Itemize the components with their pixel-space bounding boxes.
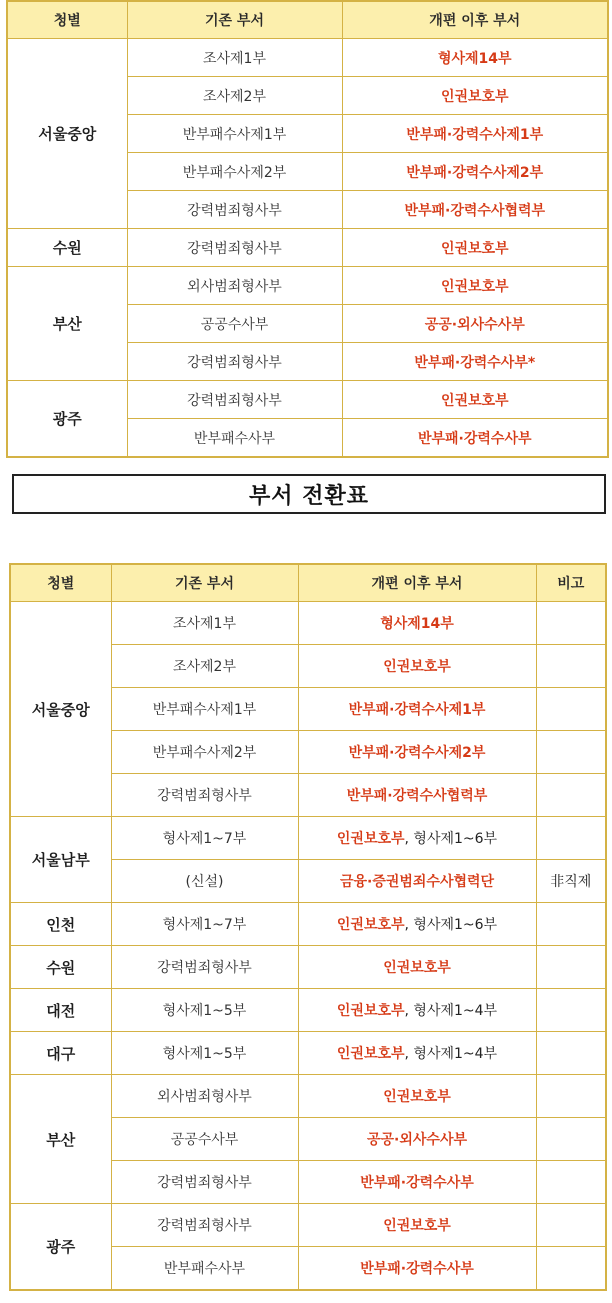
new-dept-cell [342,343,608,381]
table-header-row [7,1,608,39]
new-dept-cell [298,1118,536,1161]
table-caption: 부서 전환표 [12,474,606,514]
new-dept-cell [298,817,536,860]
original-dept-cell: 반부패수사제1부 [127,115,342,153]
new-dept-name: 반부패·강력수사부 [360,1175,474,1191]
original-dept-cell: 공공수사부 [111,1118,298,1161]
region-cell: 광주 [10,1204,111,1291]
original-dept-cell: 반부패수사제1부 [111,688,298,731]
note-cell [536,903,606,946]
new-dept-name: 인권보호부 [336,831,405,847]
new-dept-cell [342,419,608,458]
region-cell: 광주 [7,381,127,458]
new-dept-cell [342,153,608,191]
header-new-dept: 개편 이후 부서 [298,564,536,602]
original-dept-cell: 외사범죄형사부 [127,267,342,305]
note-cell [536,731,606,774]
new-dept-cell [342,191,608,229]
new-dept-name: 반부패·강력수사협력부 [404,202,546,219]
new-dept-cell [342,115,608,153]
new-dept-name: 인권보호부 [440,278,509,295]
region-cell: 대전 [10,989,111,1032]
new-dept-name: 인권보호부 [440,88,509,105]
new-dept-extra: , 형사제1~4부 [404,1003,498,1019]
new-dept-cell [298,774,536,817]
region-cell: 대구 [10,1032,111,1075]
region-cell: 서울중앙 [7,39,127,229]
note-cell [536,1118,606,1161]
new-dept-cell [298,688,536,731]
new-dept-name: 반부패·강력수사부* [414,354,536,371]
new-dept-name: 인권보호부 [440,240,509,257]
new-dept-name: 공공·외사수사부 [367,1132,467,1148]
original-dept-cell: 강력범죄형사부 [111,1161,298,1204]
note-cell [536,1204,606,1247]
new-dept-name: 금융·증권범죄수사협력단 [339,874,495,890]
table-row [10,1204,606,1247]
header-new-dept: 개편 이후 부서 [342,1,608,39]
original-dept-cell: 공공수사부 [127,305,342,343]
new-dept-name: 형사제14부 [437,50,512,67]
table-row [10,817,606,860]
note-cell [536,946,606,989]
original-dept-cell: 조사제2부 [111,645,298,688]
original-dept-cell: 반부패수사제2부 [111,731,298,774]
new-dept-cell [298,860,536,903]
original-dept-cell: 조사제1부 [127,39,342,77]
department-conversion-table-full [9,563,607,1291]
new-dept-name: 반부패·강력수사제2부 [406,164,544,181]
new-dept-cell [342,381,608,419]
note-cell: 非직제 [536,860,606,903]
new-dept-extra: , 형사제1~4부 [404,1046,498,1062]
table-row [7,267,608,305]
new-dept-cell [298,1161,536,1204]
original-dept-cell: 외사범죄형사부 [111,1075,298,1118]
region-cell: 수원 [10,946,111,989]
new-dept-cell [342,305,608,343]
new-dept-name: 인권보호부 [383,1218,451,1234]
region-cell: 인천 [10,903,111,946]
new-dept-cell [342,267,608,305]
new-dept-cell [298,946,536,989]
original-dept-cell: 강력범죄형사부 [127,381,342,419]
table-row [10,602,606,645]
table-row [7,381,608,419]
original-dept-cell: 강력범죄형사부 [111,774,298,817]
new-dept-name: 반부패·강력수사부 [417,430,532,447]
new-dept-name: 인권보호부 [440,392,509,409]
note-cell [536,774,606,817]
region-cell: 수원 [7,229,127,267]
region-cell: 서울중앙 [10,602,111,817]
original-dept-cell: 조사제1부 [111,602,298,645]
original-dept-cell: 형사제1~7부 [111,903,298,946]
new-dept-cell [298,602,536,645]
new-dept-name: 인권보호부 [336,1003,405,1019]
original-dept-cell: (신설) [111,860,298,903]
department-conversion-table-short [6,0,609,458]
new-dept-extra: , 형사제1~6부 [404,831,498,847]
original-dept-cell: 반부패수사제2부 [127,153,342,191]
new-dept-name: 반부패·강력수사부 [360,1261,474,1277]
table-row [10,903,606,946]
new-dept-name: 반부패·강력수사제1부 [348,702,486,718]
note-cell [536,817,606,860]
header-note: 비고 [536,564,606,602]
note-cell [536,989,606,1032]
header-region: 청별 [10,564,111,602]
table-row [7,229,608,267]
new-dept-name: 인권보호부 [336,917,405,933]
region-cell: 서울남부 [10,817,111,903]
original-dept-cell: 강력범죄형사부 [127,229,342,267]
new-dept-name: 인권보호부 [383,659,451,675]
new-dept-cell [298,1032,536,1075]
new-dept-cell [298,1204,536,1247]
original-dept-cell: 강력범죄형사부 [127,191,342,229]
table-row [10,1032,606,1075]
new-dept-cell [342,77,608,115]
new-dept-name: 인권보호부 [336,1046,405,1062]
original-dept-cell: 강력범죄형사부 [111,946,298,989]
original-dept-cell: 형사제1~5부 [111,989,298,1032]
table-row [10,989,606,1032]
new-dept-cell [298,903,536,946]
new-dept-name: 형사제14부 [380,616,454,632]
original-dept-cell: 강력범죄형사부 [111,1204,298,1247]
new-dept-cell [298,1247,536,1291]
new-dept-cell [342,39,608,77]
note-cell [536,1075,606,1118]
original-dept-cell: 강력범죄형사부 [127,343,342,381]
new-dept-name: 인권보호부 [383,1089,451,1105]
original-dept-cell: 반부패수사부 [111,1247,298,1291]
new-dept-name: 반부패·강력수사협력부 [346,788,488,804]
new-dept-cell [298,989,536,1032]
header-original-dept: 기존 부서 [127,1,342,39]
new-dept-name: 반부패·강력수사제1부 [406,126,544,143]
note-cell [536,688,606,731]
note-cell [536,1161,606,1204]
note-cell [536,1032,606,1075]
note-cell [536,1247,606,1291]
note-cell [536,645,606,688]
table-row [10,1075,606,1118]
new-dept-name: 반부패·강력수사제2부 [348,745,486,761]
new-dept-cell [298,731,536,774]
original-dept-cell: 반부패수사부 [127,419,342,458]
new-dept-name: 인권보호부 [383,960,451,976]
region-cell: 부산 [7,267,127,381]
table-row [10,946,606,989]
original-dept-cell: 형사제1~7부 [111,817,298,860]
new-dept-cell [298,1075,536,1118]
original-dept-cell: 조사제2부 [127,77,342,115]
new-dept-cell [298,645,536,688]
note-cell [536,602,606,645]
new-dept-extra: , 형사제1~6부 [404,917,498,933]
header-region: 청별 [7,1,127,39]
table-header-row [10,564,606,602]
new-dept-name: 공공·외사수사부 [424,316,525,333]
new-dept-cell [342,229,608,267]
region-cell: 부산 [10,1075,111,1204]
original-dept-cell: 형사제1~5부 [111,1032,298,1075]
header-original-dept: 기존 부서 [111,564,298,602]
table-row [7,39,608,77]
